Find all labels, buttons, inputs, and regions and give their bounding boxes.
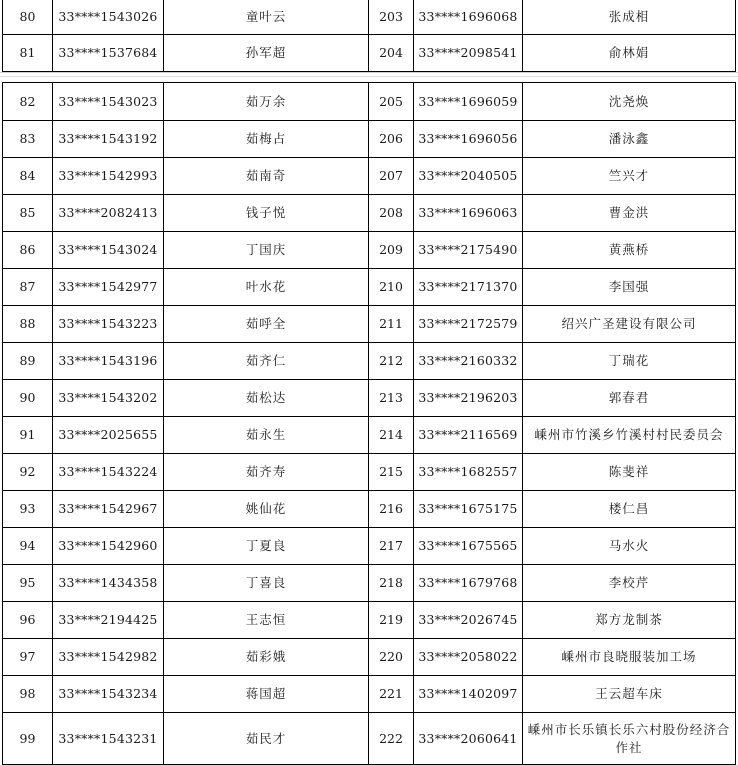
row-number-left: 98 — [3, 676, 53, 713]
id-number-right: 33****2175490 — [414, 232, 523, 269]
table-row — [3, 417, 736, 454]
row-number-left: 82 — [3, 83, 53, 121]
holder-name-right: 俞林娟 — [523, 35, 736, 72]
holder-name-right: 李国强 — [523, 269, 736, 306]
table-row — [3, 676, 736, 713]
id-number-left: 33****1542977 — [53, 269, 164, 306]
table-row — [3, 343, 736, 380]
id-number-right: 33****2060641 — [414, 713, 523, 765]
row-number-left: 97 — [3, 639, 53, 676]
row-number-right: 215 — [369, 454, 414, 491]
id-number-right: 33****1696063 — [414, 195, 523, 232]
table-row — [3, 454, 736, 491]
table-row — [3, 83, 736, 121]
row-number-right: 216 — [369, 491, 414, 528]
holder-name-left: 茹彩娥 — [164, 639, 369, 676]
id-number-right: 33****1696056 — [414, 121, 523, 158]
row-number-right: 205 — [369, 83, 414, 121]
row-number-right: 212 — [369, 343, 414, 380]
row-number-right: 203 — [369, 0, 414, 35]
holder-name-right: 嵊州市竹溪乡竹溪村村民委员会 — [523, 417, 736, 454]
holder-name-left: 茹永生 — [164, 417, 369, 454]
table-row — [3, 232, 736, 269]
holder-name-left: 丁国庆 — [164, 232, 369, 269]
id-number-right: 33****2098541 — [414, 35, 523, 72]
holder-name-right: 嵊州市长乐镇长乐六村股份经济合作社 — [523, 713, 736, 765]
id-number-left: 33****1542960 — [53, 528, 164, 565]
id-number-right: 33****2160332 — [414, 343, 523, 380]
id-number-left: 33****1543023 — [53, 83, 164, 121]
row-number-left: 93 — [3, 491, 53, 528]
table-row — [3, 35, 736, 72]
page-divider — [0, 72, 738, 73]
holder-name-right: 潘泳鑫 — [523, 121, 736, 158]
table-row — [3, 306, 736, 343]
row-number-right: 209 — [369, 232, 414, 269]
id-number-right: 33****1696059 — [414, 83, 523, 121]
holder-name-right: 李校芹 — [523, 565, 736, 602]
table-row — [3, 380, 736, 417]
id-number-left: 33****1542993 — [53, 158, 164, 195]
row-number-right: 222 — [369, 713, 414, 765]
table-row — [3, 528, 736, 565]
id-number-right: 33****1675565 — [414, 528, 523, 565]
id-number-right: 33****2116569 — [414, 417, 523, 454]
row-number-right: 219 — [369, 602, 414, 639]
holder-name-right: 马水火 — [523, 528, 736, 565]
row-number-left: 88 — [3, 306, 53, 343]
table-top-section — [2, 0, 736, 72]
row-number-left: 83 — [3, 121, 53, 158]
holder-name-left: 钱子悦 — [164, 195, 369, 232]
holder-name-left: 茹梅占 — [164, 121, 369, 158]
holder-name-left: 叶水花 — [164, 269, 369, 306]
id-number-right: 33****1679768 — [414, 565, 523, 602]
holder-name-left: 茹松达 — [164, 380, 369, 417]
row-number-right: 213 — [369, 380, 414, 417]
id-number-right: 33****2040505 — [414, 158, 523, 195]
holder-name-left: 孙军超 — [164, 35, 369, 72]
page-divider-shadow — [0, 76, 738, 77]
row-number-right: 207 — [369, 158, 414, 195]
id-number-right: 33****1675175 — [414, 491, 523, 528]
row-number-left: 84 — [3, 158, 53, 195]
holder-name-right: 郑方龙制茶 — [523, 602, 736, 639]
holder-name-right: 陈斐祥 — [523, 454, 736, 491]
table-row — [3, 121, 736, 158]
holder-name-right: 曹金洪 — [523, 195, 736, 232]
holder-name-left: 姚仙花 — [164, 491, 369, 528]
id-number-right: 33****2171370 — [414, 269, 523, 306]
id-number-right: 33****2058022 — [414, 639, 523, 676]
holder-name-left: 丁夏良 — [164, 528, 369, 565]
row-number-right: 210 — [369, 269, 414, 306]
id-number-right: 33****2026745 — [414, 602, 523, 639]
id-number-right: 33****1402097 — [414, 676, 523, 713]
table-row — [3, 491, 736, 528]
row-number-left: 94 — [3, 528, 53, 565]
row-number-right: 211 — [369, 306, 414, 343]
id-number-left: 33****1537684 — [53, 35, 164, 72]
row-number-left: 80 — [3, 0, 53, 35]
row-number-left: 95 — [3, 565, 53, 602]
holder-name-right: 沈尧焕 — [523, 83, 736, 121]
id-number-left: 33****1543223 — [53, 306, 164, 343]
holder-name-right: 王云超车床 — [523, 676, 736, 713]
holder-name-right: 竺兴才 — [523, 158, 736, 195]
holder-name-left: 茹齐寿 — [164, 454, 369, 491]
id-number-left: 33****1543234 — [53, 676, 164, 713]
id-number-left: 33****1542982 — [53, 639, 164, 676]
row-number-left: 91 — [3, 417, 53, 454]
id-number-right: 33****2196203 — [414, 380, 523, 417]
row-number-left: 92 — [3, 454, 53, 491]
holder-name-left: 丁喜良 — [164, 565, 369, 602]
row-number-right: 214 — [369, 417, 414, 454]
table-row — [3, 565, 736, 602]
id-number-left: 33****2082413 — [53, 195, 164, 232]
holder-name-right: 嵊州市良晓服装加工场 — [523, 639, 736, 676]
holder-name-right: 丁瑞花 — [523, 343, 736, 380]
row-number-right: 206 — [369, 121, 414, 158]
row-number-right: 204 — [369, 35, 414, 72]
table-row — [3, 0, 736, 35]
holder-name-left: 蒋国超 — [164, 676, 369, 713]
id-number-left: 33****1434358 — [53, 565, 164, 602]
id-number-left: 33****1543192 — [53, 121, 164, 158]
id-number-left: 33****1543202 — [53, 380, 164, 417]
row-number-right: 218 — [369, 565, 414, 602]
table-row — [3, 713, 736, 765]
holder-name-right: 绍兴广圣建设有限公司 — [523, 306, 736, 343]
row-number-right: 220 — [369, 639, 414, 676]
table-row — [3, 639, 736, 676]
row-number-right: 221 — [369, 676, 414, 713]
table-row — [3, 602, 736, 639]
holder-name-left: 王志恒 — [164, 602, 369, 639]
holder-name-right: 郭春君 — [523, 380, 736, 417]
id-number-right: 33****1682557 — [414, 454, 523, 491]
id-number-left: 33****1543224 — [53, 454, 164, 491]
id-number-left: 33****1543026 — [53, 0, 164, 35]
holder-name-left: 茹呼全 — [164, 306, 369, 343]
row-number-left: 85 — [3, 195, 53, 232]
row-number-left: 81 — [3, 35, 53, 72]
row-number-left: 89 — [3, 343, 53, 380]
row-number-left: 99 — [3, 713, 53, 765]
id-number-left: 33****2025655 — [53, 417, 164, 454]
id-number-right: 33****2172579 — [414, 306, 523, 343]
holder-name-right: 张成相 — [523, 0, 736, 35]
id-number-right: 33****1696068 — [414, 0, 523, 35]
row-number-left: 96 — [3, 602, 53, 639]
table-main-section — [2, 82, 736, 765]
holder-name-right: 楼仁昌 — [523, 491, 736, 528]
holder-name-left: 茹齐仁 — [164, 343, 369, 380]
table-row — [3, 195, 736, 232]
row-number-left: 90 — [3, 380, 53, 417]
row-number-left: 86 — [3, 232, 53, 269]
id-number-left: 33****1543231 — [53, 713, 164, 765]
id-number-left: 33****1543024 — [53, 232, 164, 269]
row-number-left: 87 — [3, 269, 53, 306]
holder-name-left: 茹民才 — [164, 713, 369, 765]
table-row — [3, 158, 736, 195]
row-number-right: 217 — [369, 528, 414, 565]
id-number-left: 33****2194425 — [53, 602, 164, 639]
holder-name-left: 茹万余 — [164, 83, 369, 121]
row-number-right: 208 — [369, 195, 414, 232]
holder-name-right: 黄燕桥 — [523, 232, 736, 269]
id-number-left: 33****1543196 — [53, 343, 164, 380]
holder-name-left: 茹南奇 — [164, 158, 369, 195]
table-row — [3, 269, 736, 306]
id-number-left: 33****1542967 — [53, 491, 164, 528]
holder-name-left: 童叶云 — [164, 0, 369, 35]
